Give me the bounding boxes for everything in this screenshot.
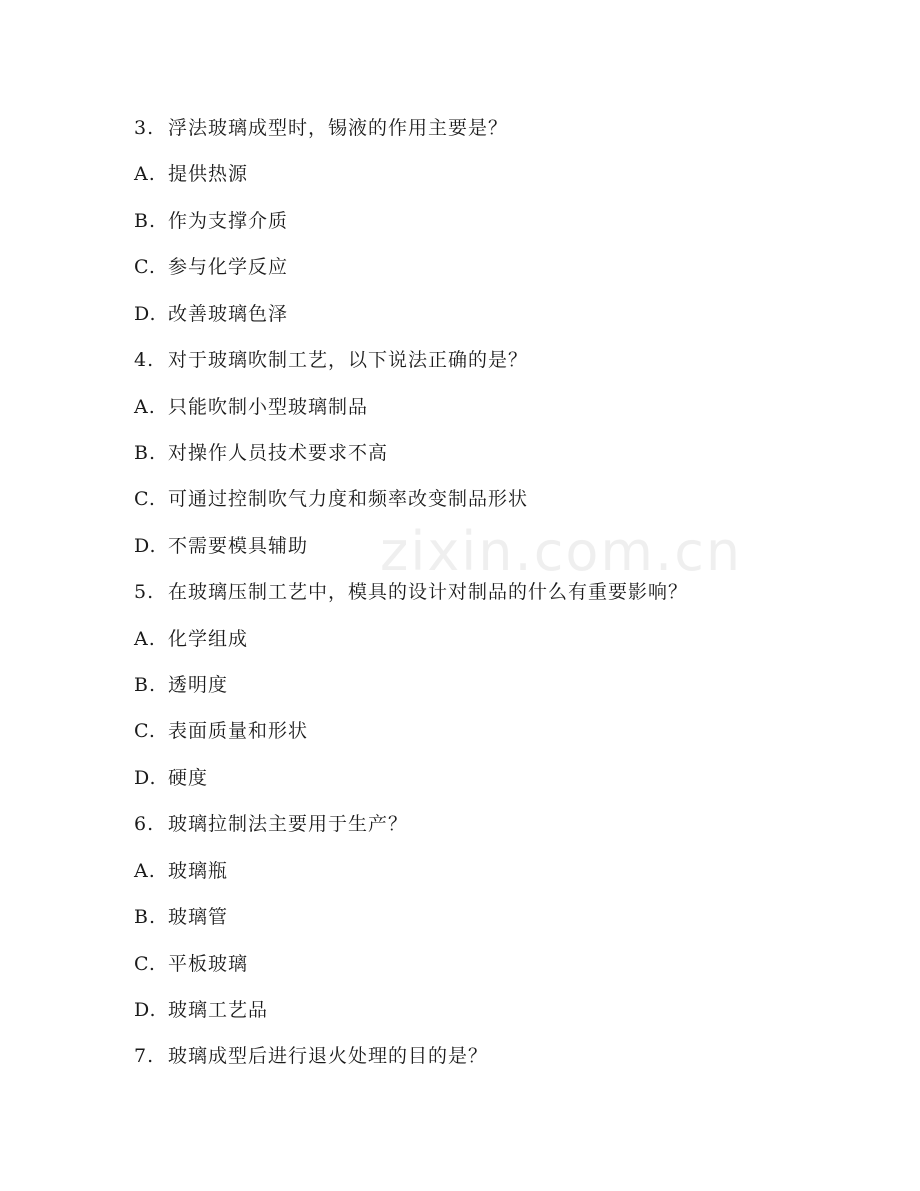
option-letter: D. — [134, 302, 157, 325]
option-4-c — [134, 476, 834, 522]
option-letter: B. — [134, 441, 157, 464]
option-5-c — [134, 708, 834, 754]
option-text: 提供热源 — [168, 163, 249, 186]
question-3 — [134, 105, 834, 151]
option-letter: A. — [134, 859, 156, 882]
option-6-d — [134, 987, 834, 1033]
option-letter: C. — [134, 952, 156, 975]
option-6-b — [134, 894, 834, 940]
option-text: 只能吹制小型玻璃制品 — [168, 395, 369, 418]
question-text: 玻璃拉制法主要用于生产？ — [168, 813, 409, 836]
question-7 — [134, 1033, 834, 1079]
option-6-a — [134, 848, 834, 894]
question-text: 浮法玻璃成型时，锡液的作用主要是？ — [168, 117, 509, 139]
option-letter: C. — [134, 488, 156, 511]
option-6-c — [134, 941, 834, 987]
question-4 — [134, 337, 834, 383]
option-text: 玻璃瓶 — [168, 859, 229, 882]
option-letter: B. — [134, 209, 157, 232]
option-4-d — [134, 523, 834, 569]
option-text: 平板玻璃 — [168, 952, 249, 975]
option-text: 化学组成 — [168, 627, 249, 650]
question-text: 在玻璃压制工艺中，模具的设计对制品的什么有重要影响？ — [168, 581, 689, 604]
question-text: 玻璃成型后进行退火处理的目的是？ — [168, 1045, 489, 1068]
option-3-c — [134, 244, 834, 290]
option-text: 作为支撑介质 — [168, 209, 289, 232]
option-5-b — [134, 662, 834, 708]
question-number: 4. — [134, 349, 155, 372]
option-text: 对操作人员技术要求不高 — [168, 441, 389, 464]
option-letter: C. — [134, 256, 156, 279]
option-letter: A. — [134, 163, 156, 186]
question-number: 5. — [134, 581, 155, 604]
option-letter: D. — [134, 999, 157, 1022]
option-text: 表面质量和形状 — [168, 720, 309, 743]
option-letter: A. — [134, 627, 156, 650]
question-number: 6. — [134, 813, 155, 836]
option-5-d — [134, 755, 834, 801]
option-text: 玻璃工艺品 — [168, 999, 269, 1022]
question-text: 对于玻璃吹制工艺，以下说法正确的是？ — [168, 349, 529, 372]
option-4-b — [134, 430, 834, 476]
option-text: 不需要模具辅助 — [168, 534, 309, 557]
option-letter: B. — [134, 674, 157, 697]
option-text: 可通过控制吹气力度和频率改变制品形状 — [168, 488, 529, 511]
option-text: 参与化学反应 — [168, 256, 289, 279]
option-text: 改善玻璃色泽 — [168, 302, 289, 325]
option-text: 硬度 — [168, 766, 209, 789]
option-3-d — [134, 291, 834, 337]
option-5-a — [134, 616, 834, 662]
option-4-a — [134, 384, 834, 430]
question-5 — [134, 569, 834, 615]
option-letter: A. — [134, 395, 156, 418]
question-number: 7. — [134, 1045, 155, 1068]
option-letter: D. — [134, 534, 157, 557]
question-list — [134, 105, 834, 1080]
option-3-a — [134, 151, 834, 197]
question-number: 3. — [134, 117, 155, 139]
option-text: 玻璃管 — [168, 906, 229, 929]
option-letter: C. — [134, 720, 156, 743]
question-6 — [134, 801, 834, 847]
option-letter: B. — [134, 906, 157, 929]
watermark: zixin.com.cn — [380, 520, 743, 583]
option-text: 透明度 — [168, 674, 229, 697]
option-letter: D. — [134, 766, 157, 789]
option-3-b — [134, 198, 834, 244]
